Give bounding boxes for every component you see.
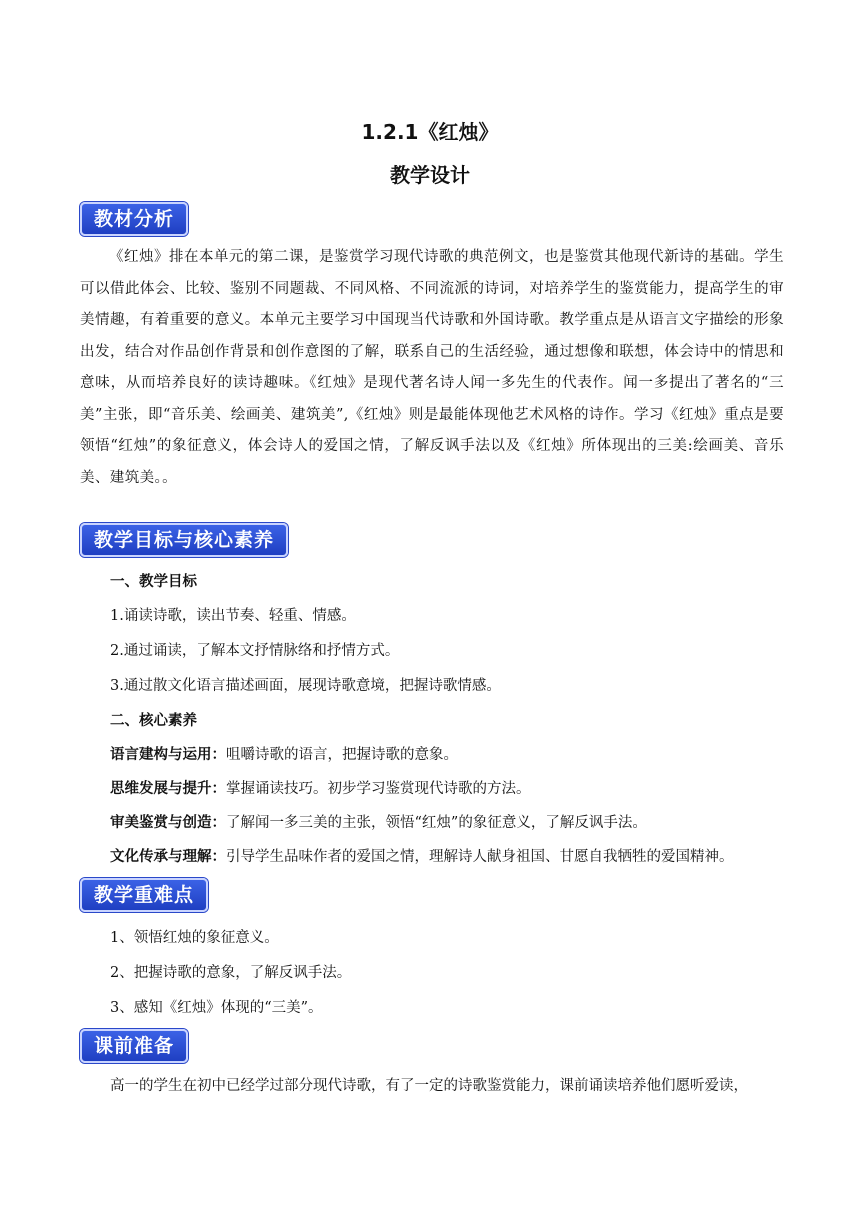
core-item-4 <box>110 845 734 866</box>
core-heading: 二、核心素养 <box>110 713 197 729</box>
core-item-4-label: 文化传承与理解： <box>110 849 226 865</box>
section-badge-prep: 课前准备 <box>80 1029 188 1063</box>
core-item-2-label: 思维发展与提升： <box>110 781 226 797</box>
section-badge-analysis: 教材分析 <box>80 202 188 236</box>
section-badge-goals: 教学目标与核心素养 <box>80 523 288 557</box>
keypoint-item-3: 3、感知《红烛》体现的“三美”。 <box>110 1000 323 1016</box>
prep-paragraph: 高一的学生在初中已经学过部分现代诗歌，有了一定的诗歌鉴赏能力，课前诵读培养他们愿听爱读， <box>110 1078 748 1094</box>
core-item-3-text: 了解闻一多三美的主张，领悟“红烛”的象征意义，了解反讽手法。 <box>226 815 647 831</box>
goal-item-3: 3.通过散文化语言描述画面，展现诗歌意境，把握诗歌情感。 <box>110 678 501 694</box>
core-item-3 <box>110 811 647 832</box>
core-item-3-label: 审美鉴赏与创造： <box>110 815 226 831</box>
goal-item-1: 1.诵读诗歌，读出节奏、轻重、情感。 <box>110 608 356 624</box>
keypoint-item-1: 1、领悟红烛的象征意义。 <box>110 930 279 946</box>
analysis-paragraph: 《红烛》排在本单元的第二课，是鉴赏学习现代诗歌的典范例文，也是鉴赏其他现代新诗的基础。学生可以借此体会、比较、鉴别不同题裁、不同风格、不同流派的诗词，对培养学生的鉴赏能力，提高学生的审美情趣，有着重要的意义。本单元主要学习中国现当代诗歌和外国诗歌。教学重点是从语言文字描绘的形象出发，结合对作品创作背景和创作意图的了解，联系自己的生活经验，通过想像和联想，体会诗中的情思和意味，从而培养良好的读诗趣味。《红烛》是现代著名诗人闻一多先生的代表作。闻一多提出了著名的“三美”主张，即“音乐美、绘画美、建筑美”,《红烛》则是最能体现他艺术风格的诗作。学习《红烛》重点是要领悟“红烛”的象征意义，体会诗人的爱国之情，了解反讽手法以及《红烛》所体现出的三美:绘画美、音乐美、建筑美。。 <box>80 249 784 486</box>
section-badge-keypoints: 教学重难点 <box>80 878 208 912</box>
core-item-4-text: 引导学生品味作者的爱国之情，理解诗人献身祖国、甘愿自我牺牲的爱国精神。 <box>226 849 734 865</box>
document-subtitle: 教学设计 <box>390 163 470 187</box>
core-item-2-text: 掌握诵读技巧。初步学习鉴赏现代诗歌的方法。 <box>226 781 531 797</box>
core-item-1-text: 咀嚼诗歌的语言，把握诗歌的意象。 <box>226 747 458 763</box>
keypoint-item-2: 2、把握诗歌的意象，了解反讽手法。 <box>110 965 352 981</box>
goal-item-2: 2.通过诵读，了解本文抒情脉络和抒情方式。 <box>110 643 400 659</box>
document-title: 1.2.1《红烛》 <box>361 120 499 144</box>
core-item-1-label: 语言建构与运用： <box>110 747 226 763</box>
core-item-2 <box>110 777 531 798</box>
goals-heading: 一、教学目标 <box>110 574 197 590</box>
core-item-1 <box>110 743 458 764</box>
